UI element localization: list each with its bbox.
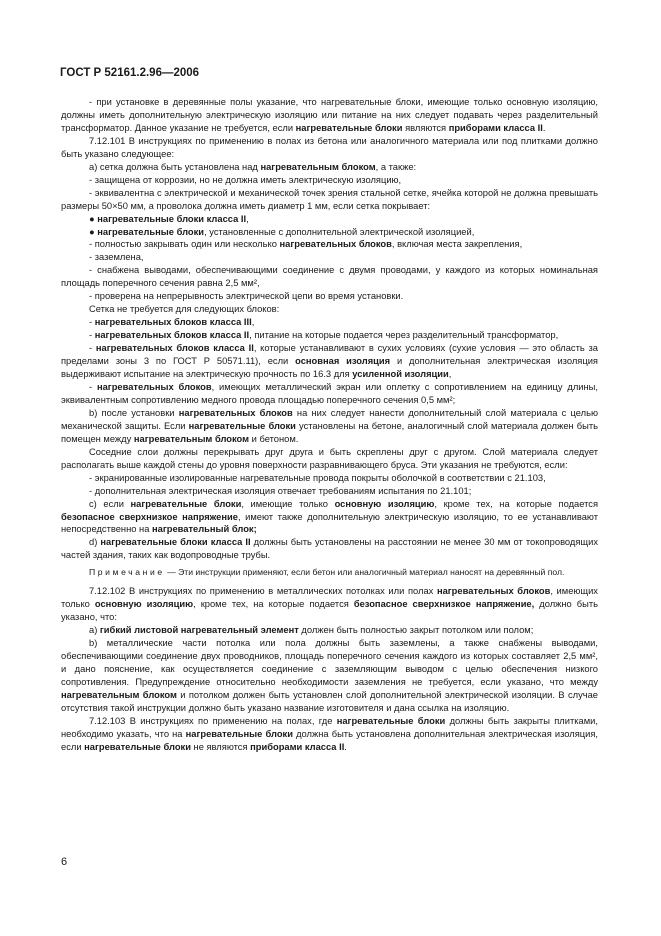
bold-term: нагревательные блоки [130, 498, 242, 509]
paragraph [61, 290, 598, 303]
bold-term: основную изоляцию [334, 498, 435, 509]
paragraph [61, 238, 598, 251]
text-run: - при установке в деревянные полы указание, что нагревательные блоки, имеющие только основную изоляцию, должны иметь дополнительную электрическую изоляцию или питание на них следует подавать через разделительный трансформатор. Данное указание не требуется, если [61, 97, 598, 133]
text-run: , питание на которые подается через разделительный трансформатор, [249, 330, 559, 341]
bold-term: нагревательных блоков класса III [94, 317, 252, 328]
bold-term: нагревательным блоком [260, 161, 376, 172]
paragraph [61, 161, 598, 174]
text-run: , [251, 317, 255, 328]
text-run: c) если [89, 498, 131, 509]
text-run: - экранированные изолированные нагревательные провода покрыты оболочкой в соответствии с 21.103, [89, 472, 546, 483]
bold-term: приборами класса II [250, 741, 345, 752]
text-run: должно быть указано, что: [61, 599, 598, 623]
text-run: Сетка не требуется для следующих блоков: [89, 304, 280, 315]
bold-term: нагревательных блоков класса II [95, 343, 254, 354]
paragraph [61, 303, 598, 316]
text-run: должны быть закрыты плитками, необходимо указать, что на [61, 715, 598, 739]
text-run: b) после установки [89, 407, 179, 418]
bold-term: нагревательные блоки класса II [100, 537, 251, 548]
text-run: , которые устанавливают в сухих условиях (сухие условия — это область за пределами зоны 3 по ГОСТ Р 50571.11), если [61, 343, 598, 367]
paragraph [61, 637, 598, 715]
paragraph [61, 316, 598, 329]
bold-term: нагревательные блоки [185, 728, 293, 739]
text-run: - проверена на непрерывность электрической цепи во время установки. [89, 291, 404, 302]
text-run: , [246, 213, 249, 224]
paragraph [61, 251, 598, 264]
text-run: Соседние слои должны перекрывать друг друга и быть скреплены друг с другом. Слой материала следует располагать выше каждой стены до уровня поверхности разравнивающего бруса. Эти указания не требуются, если: [61, 446, 598, 470]
page-number: 6 [61, 856, 68, 868]
bold-term: нагревательные блоки [84, 741, 191, 752]
text-run: - [89, 317, 95, 328]
document-body [61, 96, 598, 754]
bold-term: нагревательных блоков класса II [94, 330, 250, 341]
text-run: - [89, 330, 95, 341]
text-run: на них следует нанести дополнительный слой материала с целью механической защиты. Если [61, 407, 598, 431]
text-run: , имеющих только [61, 586, 598, 610]
paragraph [61, 264, 598, 290]
text-run: — Эти инструкции применяют, если бетон или аналогичный материал наносят на деревянный пол. [164, 567, 565, 578]
bold-term: безопасное сверхнизкое напряжение [61, 511, 238, 522]
bold-term: нагревательных блоков [96, 381, 212, 392]
bold-term: нагревательным блоком [61, 689, 177, 700]
text-run: - заземлена, [89, 252, 144, 263]
bold-term: нагревательные блоки [97, 226, 205, 237]
bold-term: нагревательные блоки класса II [97, 213, 247, 224]
paragraph [61, 381, 598, 407]
bold-term: нагревательные блоки [336, 715, 446, 726]
paragraph [61, 624, 598, 637]
paragraph [61, 446, 598, 472]
text-run: - снабжена выводами, обеспечивающими соединение с двумя проводами, у каждого из которых номинальная площадь поперечного сечения равна 2,5 мм², [61, 265, 598, 289]
bold-term: нагревательные блоки [295, 122, 403, 133]
text-run: установлены на бетоне, аналогичный слой материала должен быть помещен между [61, 420, 598, 444]
bold-term: нагревательный блок; [152, 524, 257, 535]
bold-term: нагревательные блоки [188, 420, 296, 431]
paragraph [61, 536, 598, 562]
text-run: - дополнительная электрическая изоляция отвечает требованиям испытания по 21.101; [89, 485, 472, 496]
paragraph [61, 135, 598, 161]
text-run: 7.12.102 В инструкциях по применению в металлических потолках или полах [89, 586, 437, 597]
bold-term: ● [89, 226, 98, 237]
text-run: b) металлические части потолка или пола должны быть заземлены, а также снабжены выводами, обеспечивающими соединение двух проводников, площадь поперечного сечения каждого из которых составляет 2,5 мм², и дано пояснение, как осуществляется соединение с заземляющим выводом с целью обеспечения низкого сопротивления. Предупреждение относительно необходимости заземления не требуется, если указано, что между [61, 638, 598, 687]
text-run: , [448, 369, 452, 380]
text-run: , имеющие только [241, 498, 335, 509]
text-run: и бетоном. [249, 433, 299, 444]
text-run: а) сетка должна быть установлена над [89, 161, 261, 172]
text-run: , кроме тех, на которые подается [193, 599, 354, 610]
text-run: . [344, 741, 347, 752]
standard-header: ГОСТ Р 52161.2.96—2006 [60, 67, 200, 79]
text-run: , имеющих металлический экран или оплетку с сопротивлением на единицу длины, эквивалентным сопротивлению медного провода площадью поперечного сечения 0,5 мм²; [61, 381, 598, 405]
paragraph [61, 485, 598, 498]
paragraph [61, 174, 598, 187]
bold-term: нагревательных блоков [178, 407, 293, 418]
text-run: должен быть полностью закрыт потолком или полом; [298, 625, 534, 636]
text-run: не являются [190, 741, 251, 752]
bold-term: гибкий листовой нагревательный элемент [99, 625, 299, 636]
bold-term: нагревательным блоком [133, 433, 250, 444]
text-run: - [89, 381, 97, 392]
text-run: 7.12.103 В инструкциях по применению на полах, где [89, 715, 337, 726]
text-run: - [89, 343, 96, 354]
paragraph [61, 329, 598, 342]
text-run: должна быть установлена дополнительная электрическая изоляция, если [61, 728, 599, 752]
text-run: - полностью закрывать один или несколько [89, 239, 280, 250]
bold-term: основная изоляция [295, 356, 391, 367]
bold-term: приборами класса II [448, 122, 543, 133]
paragraph [61, 187, 598, 213]
text-run: - эквивалентна с электрической и механической точек зрения стальной сетке, ячейка которой не должна превышать размеры 50×50 мм, а проволока должна иметь диаметр 1 мм, если сетка покрывает: [61, 187, 598, 211]
text-run: должны быть установлены на расстоянии не менее 30 мм от токопроводящих частей здания, таких как водопроводные трубы. [61, 537, 599, 561]
text-run: Примечание [89, 567, 165, 578]
text-run: . [542, 122, 546, 133]
text-run: , установленные с дополнительной электрической изоляцией, [204, 226, 475, 237]
paragraph [61, 213, 598, 226]
paragraph [61, 342, 598, 381]
text-run: , а также: [375, 161, 417, 172]
bold-term: усиленной изоляции [352, 369, 449, 380]
paragraph [61, 498, 598, 537]
text-run: 7.12.101 В инструкциях по применению в полах из бетона или аналогичного материала или под плитками должно быть указано следующее: [61, 135, 598, 159]
paragraph [61, 472, 598, 485]
text-run: а) [89, 625, 100, 636]
paragraph [61, 715, 598, 754]
paragraph [61, 226, 598, 239]
paragraph [61, 407, 598, 446]
text-run: , имеют также дополнительную электрическую изоляцию, то ее устанавливают непосредственно на [61, 511, 599, 535]
bold-term: нагревательных блоков [436, 586, 551, 597]
bold-term: основную изоляцию [94, 599, 194, 610]
text-run: и потолком должен быть установлен слой дополнительной электрической изоляции. В случае отсутствия такой инструкции должно быть указано название изготовителя и дана ссылка на изоляцию. [61, 689, 598, 713]
bold-term: нагревательных блоков [279, 239, 392, 250]
text-run: , включая места закрепления, [391, 239, 523, 250]
text-run: , кроме тех, на которые подается [434, 498, 599, 509]
note-paragraph [61, 566, 598, 579]
text-run: d) [89, 537, 101, 548]
paragraph [61, 96, 598, 135]
bold-term: безопасное сверхнизкое напряжение, [353, 599, 535, 610]
text-run: и дополнительная электрическая изоляция выдерживают испытание на электрическую прочность по 16.3 для [61, 356, 598, 380]
paragraph [61, 585, 598, 624]
text-run: являются [402, 122, 449, 133]
text-run: - защищена от коррозии, но не должна иметь электрическую изоляцию, [89, 174, 402, 185]
bold-term: ● [89, 213, 98, 224]
